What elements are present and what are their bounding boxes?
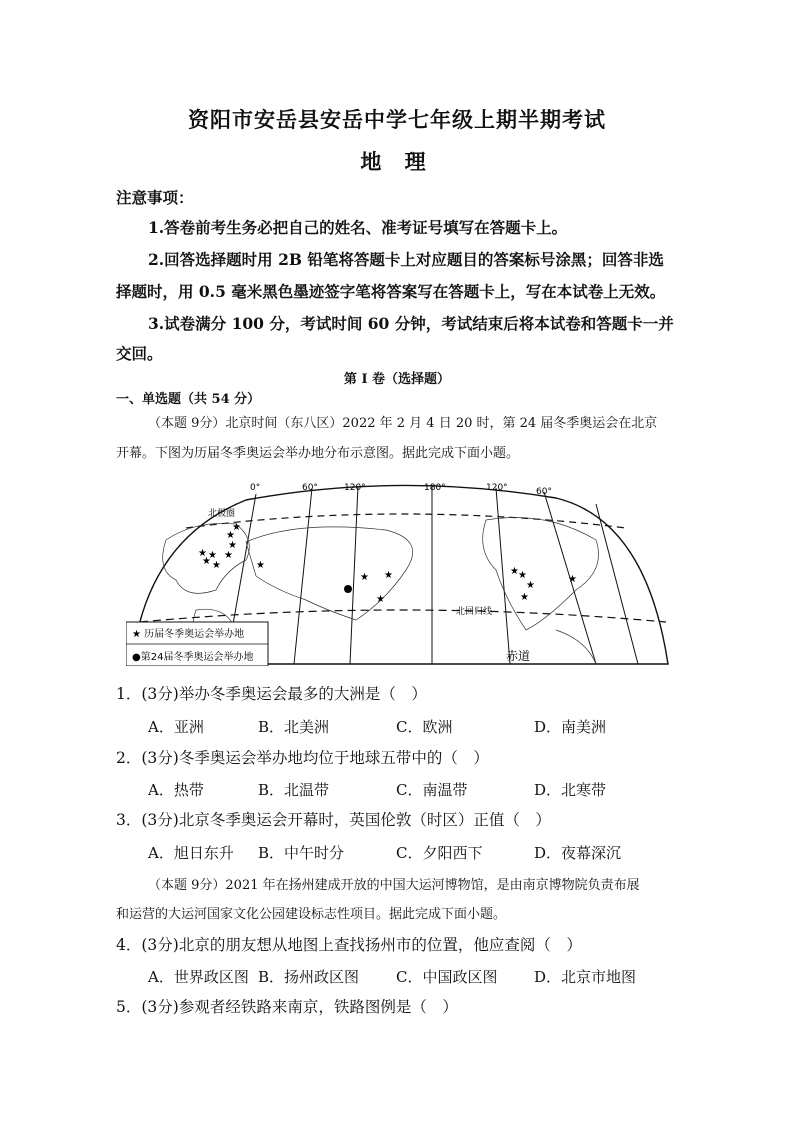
meridian-120 [350, 486, 358, 664]
exam-subject: 地 理 [360, 149, 434, 174]
notice-item-3-line-1: 3.试卷满分 100 分，考试时间 60 分钟，考试结束后将本试卷和答题卡一并 [148, 314, 674, 333]
q1-option-b[interactable]: B．北美洲 [258, 718, 330, 736]
past-host-stars [198, 522, 577, 605]
host-star: ★ [208, 550, 217, 561]
q2-option-c[interactable]: C．南温带 [396, 781, 468, 799]
notice-heading: 注意事项： [116, 188, 194, 207]
host-star: ★ [256, 560, 265, 571]
q4-option-d[interactable]: D．北京市地图 [534, 968, 637, 986]
meridian-60 [294, 488, 312, 664]
q4-option-b[interactable]: B．扬州政区图 [258, 968, 360, 986]
q5-stem: 5．(3分)参观者经铁路来南京，铁路图例是（ ） [116, 998, 458, 1016]
lon-label-120e: 120° [344, 483, 366, 493]
q3-option-b[interactable]: B．中午时分 [258, 844, 345, 862]
q2-stem: 2．(3分)冬季奥运会举办地均位于地球五带中的（ ） [116, 749, 489, 767]
q3-option-d[interactable]: D．夜幕深沉 [534, 844, 622, 862]
host-star: ★ [520, 592, 529, 603]
host-star: ★ [202, 556, 211, 567]
notice-item-3-line-2: 交回。 [116, 344, 163, 363]
host-star: ★ [526, 580, 535, 591]
part-heading: 一、单选题（共 54 分） [116, 392, 261, 407]
passage-1-line-1: （本题 9分）北京时间（东八区）2022 年 2 月 4 日 20 时，第 24 届冬季奥运会在北京 [148, 416, 658, 431]
q1-option-a[interactable]: A．亚洲 [148, 718, 204, 736]
arctic-circle-label: 北极圈 [208, 509, 236, 519]
q4-stem: 4．(3分)北京的朋友想从地图上查找扬州市的位置，他应查阅（ ） [116, 936, 582, 954]
host-star: ★ [226, 530, 235, 541]
host-star: ★ [384, 570, 393, 581]
beijing-host-dot [344, 585, 352, 593]
q1-option-c[interactable]: C．欧洲 [396, 718, 453, 736]
south-america-land [556, 630, 596, 664]
host-star: ★ [568, 574, 577, 585]
host-star: ★ [198, 548, 207, 559]
lon-label-60e: 60° [302, 483, 318, 493]
q3-stem: 3．(3分)北京冬季奥运会开幕时，英国伦敦（时区）正值（ ） [116, 811, 551, 829]
lon-label-180: 180° [424, 483, 446, 493]
host-star: ★ [224, 550, 233, 561]
host-star: ★ [232, 522, 241, 533]
tropic-of-cancer-label: 北回归线 [456, 607, 493, 617]
legend-past-hosts: ★ 历届冬季奥运会举办地 [132, 629, 245, 640]
q2-option-d[interactable]: D．北寒带 [534, 781, 607, 799]
host-star: ★ [360, 572, 369, 583]
q2-option-b[interactable]: B．北温带 [258, 781, 330, 799]
notice-item-2-line-1: 2.回答选择题时用 2B 铅笔将答题卡上对应题目的答案标号涂黑；回答非选 [148, 250, 664, 269]
q1-option-d[interactable]: D．南美洲 [534, 718, 607, 736]
winter-olympics-map [126, 480, 671, 666]
lon-label-0: 0° [250, 483, 261, 493]
q2-option-a[interactable]: A．热带 [148, 781, 204, 799]
legend-24th-host: ●第24届冬季奥运会举办地 [132, 652, 254, 663]
q3-option-c[interactable]: C．夕阳西下 [396, 844, 483, 862]
host-star: ★ [376, 594, 385, 605]
exam-title: 资阳市安岳县安岳中学七年级上期半期考试 [188, 107, 606, 132]
q1-stem: 1．(3分)举办冬季奥运会最多的大洲是（ ） [116, 685, 427, 703]
q4-option-a[interactable]: A．世界政区图 [148, 968, 249, 986]
map-svg [126, 480, 671, 666]
equator-label: 赤道 [506, 649, 531, 663]
passage-1-line-2: 开幕。下图为历届冬季奥运会举办地分布示意图。据此完成下面小题。 [116, 446, 520, 461]
host-star: ★ [228, 540, 237, 551]
lon-label-120w: 120° [486, 483, 508, 493]
q4-option-c[interactable]: C．中国政区图 [396, 968, 498, 986]
host-star: ★ [212, 560, 221, 571]
notice-item-2-line-2: 择题时，用 0.5 毫米黑色墨迹签字笔将答案写在答题卡上，写在本试卷上无效。 [116, 282, 666, 301]
q3-option-a[interactable]: A．旭日东升 [148, 844, 234, 862]
notice-item-1: 1.答卷前考生务必把自己的姓名、准考证号填写在答题卡上。 [148, 218, 568, 237]
passage-2-line-1: （本题 9分）2021 年在扬州建成开放的中国大运河博物馆，是由南京博物院负责布展 [148, 878, 640, 893]
host-star: ★ [518, 570, 527, 581]
host-star: ★ [510, 566, 519, 577]
lon-label-60w: 60° [536, 487, 552, 497]
meridian-edge [596, 504, 638, 664]
volume-heading: 第 I 卷（选择题） [343, 372, 451, 387]
passage-2-line-2: 和运营的大运河国家文化公园建设标志性项目。据此完成下面小题。 [116, 907, 507, 922]
